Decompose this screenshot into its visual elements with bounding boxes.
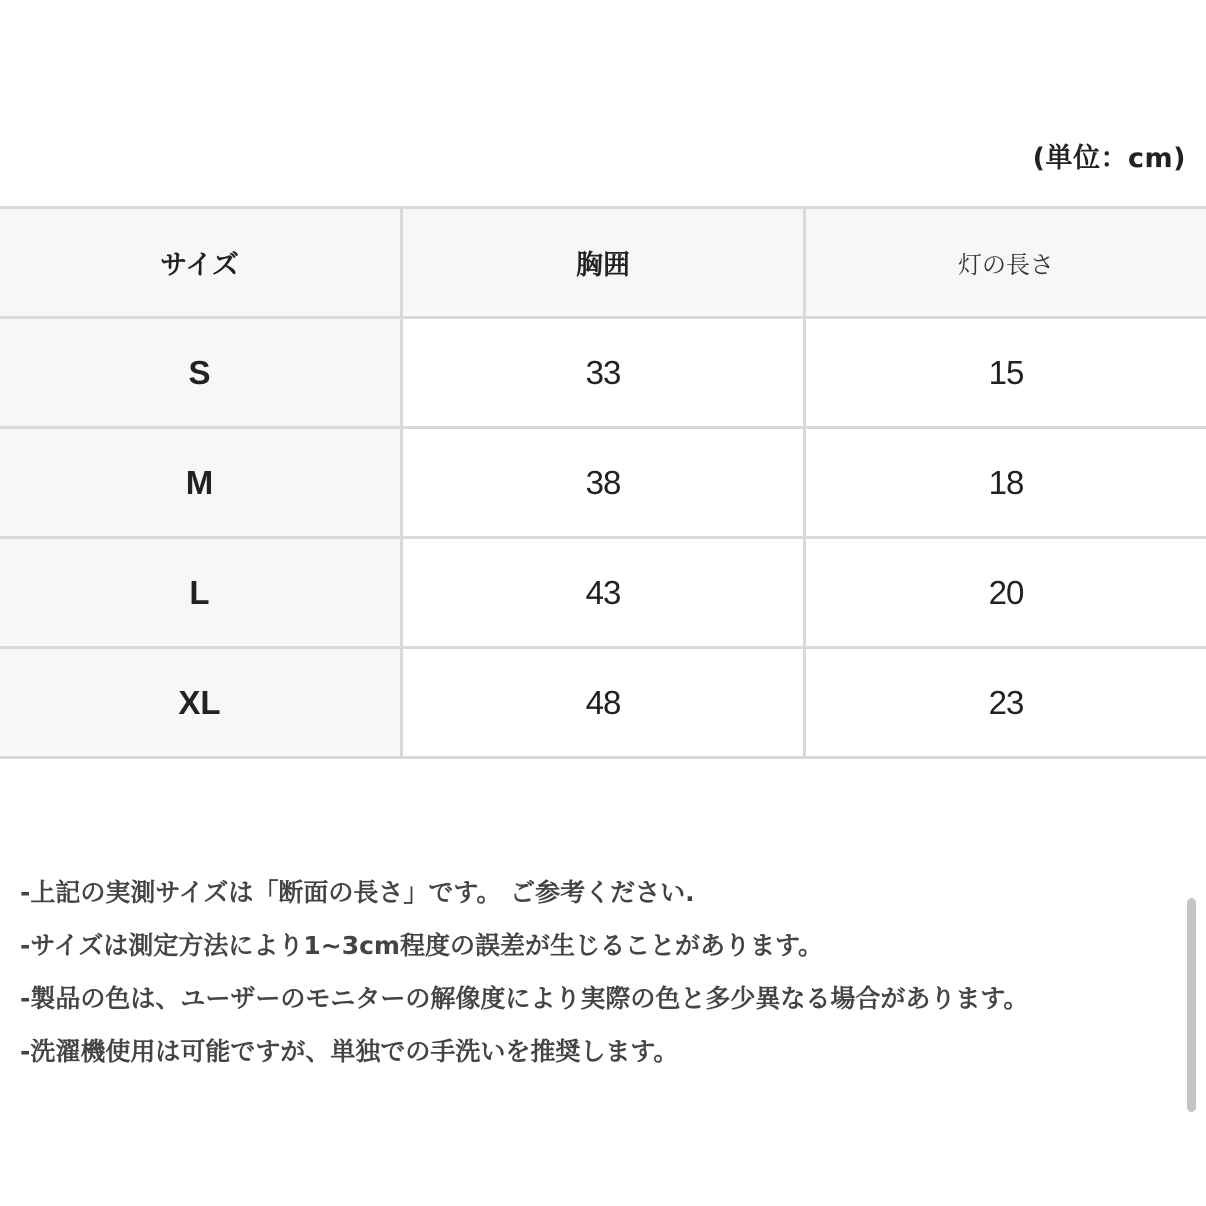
length-cell: 18 [805, 428, 1206, 538]
note-line: -製品の色は、ユーザーのモニターの解像度により実際の色と多少異なる場合があります。 [20, 984, 1029, 1013]
chest-cell: 33 [402, 318, 805, 428]
note-line: -上記の実測サイズは「断面の長さ」です。 ご参考ください. [20, 878, 695, 907]
note-line: -洗濯機使用は可能ですが、単独での手洗いを推奨します。 [20, 1037, 679, 1066]
size-cell: S [0, 318, 402, 428]
table-row [0, 538, 1206, 648]
size-cell: L [0, 538, 402, 648]
length-cell: 15 [805, 318, 1206, 428]
length-cell: 23 [805, 648, 1206, 758]
table-row [0, 318, 1206, 428]
notes-section [20, 866, 1170, 1078]
header-length: 灯の長さ [805, 208, 1206, 318]
table-row [0, 428, 1206, 538]
length-cell: 20 [805, 538, 1206, 648]
chest-cell: 43 [402, 538, 805, 648]
header-size: サイズ [0, 208, 402, 318]
size-cell: M [0, 428, 402, 538]
unit-label: (単位：cm) [1032, 143, 1186, 174]
chest-cell: 38 [402, 428, 805, 538]
header-chest: 胸囲 [402, 208, 805, 318]
vertical-scrollbar[interactable] [1187, 898, 1196, 1112]
table-header-row [0, 208, 1206, 318]
table-row [0, 648, 1206, 758]
size-table [0, 206, 1206, 759]
note-line: -サイズは測定方法により1~3cm程度の誤差が生じることがあります。 [20, 931, 823, 960]
chest-cell: 48 [402, 648, 805, 758]
size-cell: XL [0, 648, 402, 758]
